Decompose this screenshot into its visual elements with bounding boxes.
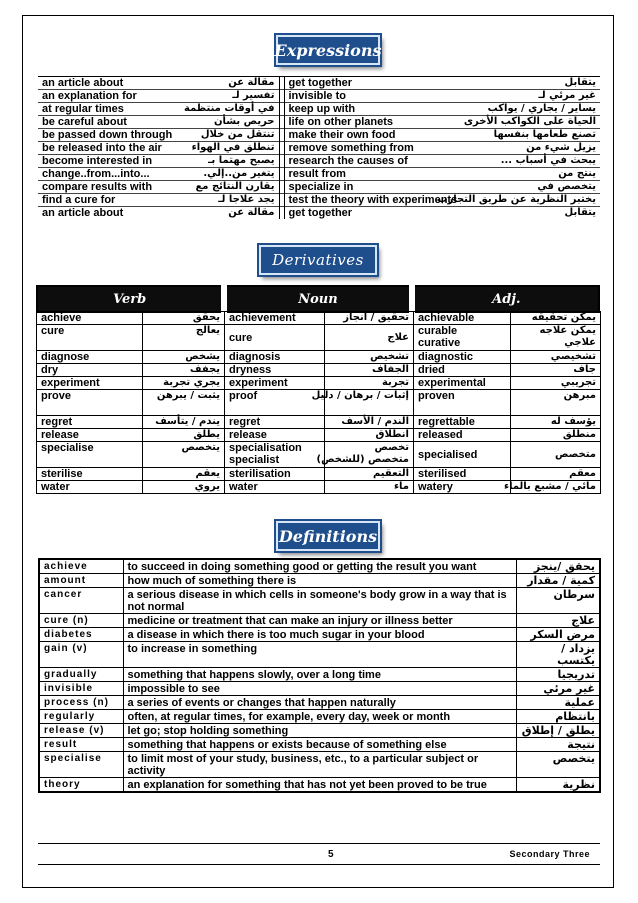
adj-meaning: متخصص — [555, 448, 596, 460]
definitions-table — [38, 558, 601, 793]
definition-word: gradually — [39, 668, 123, 682]
derivative-row — [37, 429, 601, 442]
verb-ar: يعالج — [143, 325, 225, 351]
expression-ar: مقالة عن — [178, 77, 279, 90]
expression-row — [38, 142, 600, 155]
adj-word: proven — [418, 390, 455, 402]
adj-word: diagnostic — [418, 351, 474, 363]
expression-ar: تفسير لـ — [178, 90, 279, 103]
verb-ar: يروي — [143, 481, 225, 494]
expression-ar: غير مرئي لـ — [474, 90, 600, 103]
adj-en — [414, 325, 511, 351]
derivative-row — [37, 442, 601, 468]
definition-text: an explanation for something that has not yet been proved to be true — [123, 778, 516, 793]
expression-ar: يصبح مهتما بـ — [178, 155, 279, 168]
adj-ar — [511, 364, 601, 377]
expression-en: find a cure for — [38, 194, 178, 207]
verb-ar: يطلق — [143, 429, 225, 442]
definition-word: specialise — [39, 752, 123, 778]
noun-ar — [325, 377, 414, 390]
expression-en: specialize in — [284, 181, 474, 194]
definition-ar: يتخصص — [516, 752, 600, 778]
verb-ar: يحقق — [143, 312, 225, 325]
adj-ar — [511, 377, 601, 390]
expression-ar: يتغير من..إلي. — [178, 168, 279, 181]
definition-word: achieve — [39, 559, 123, 574]
expression-ar: يتخصص في — [474, 181, 600, 194]
noun-ar — [325, 416, 414, 429]
noun-word: achievement — [229, 312, 296, 324]
expression-en: result from — [284, 168, 474, 181]
expression-row — [38, 181, 600, 194]
adj-word: watery — [418, 481, 453, 493]
noun-meaning: تجربة — [381, 377, 409, 388]
noun-word: diagnosis — [229, 351, 281, 363]
definition-text: let go; stop holding something — [123, 724, 516, 738]
definition-row — [39, 588, 600, 614]
noun-meaning: تشخيص — [370, 351, 409, 362]
expression-en: get together — [284, 77, 474, 90]
definition-row — [39, 738, 600, 752]
definition-word: cancer — [39, 588, 123, 614]
expression-en: compare results with — [38, 181, 178, 194]
noun-word-2: specialist — [229, 454, 280, 466]
noun-ar — [325, 468, 414, 481]
expression-row — [38, 103, 600, 116]
noun-en — [225, 416, 325, 429]
adj-word: sterilised — [418, 468, 467, 480]
adj-en — [414, 429, 511, 442]
adj-en — [414, 442, 511, 468]
derivative-row — [37, 416, 601, 429]
noun-word: dryness — [229, 364, 272, 376]
derivative-row — [37, 377, 601, 390]
derivatives-table — [36, 311, 601, 494]
adj-ar — [511, 442, 601, 468]
footer-label: Secondary Three — [509, 849, 590, 859]
noun-meaning: الندم / الأسف — [341, 416, 409, 427]
expression-en: change..from...into... — [38, 168, 178, 181]
definition-word: theory — [39, 778, 123, 793]
expression-ar: يزيل شيء من — [474, 142, 600, 155]
adj-meaning: منطلق — [562, 429, 596, 440]
adj-meaning: يمكن علاجه — [539, 325, 596, 336]
definition-ar: تدريجيا — [516, 668, 600, 682]
adj-en — [414, 416, 511, 429]
expression-ar: يتقابل — [474, 77, 600, 90]
noun-en — [225, 442, 325, 468]
expression-ar: حريص بشأن — [178, 116, 279, 129]
definition-text: a disease in which there is too much sugar in your blood — [123, 628, 516, 642]
expression-ar: في أوقات منتظمة — [178, 103, 279, 116]
adj-ar — [511, 468, 601, 481]
verb-en: sterilise — [37, 468, 143, 481]
adj-ar — [503, 481, 601, 494]
definition-ar: عملية — [516, 696, 600, 710]
noun-word: specialisation — [229, 442, 302, 454]
noun-en — [225, 325, 325, 351]
definition-word: diabetes — [39, 628, 123, 642]
expression-en: invisible to — [284, 90, 474, 103]
verb-ar: يندم / يتأسف — [143, 416, 225, 429]
verb-ar: يشخص — [143, 351, 225, 364]
expression-ar: يبحث في أسباب ... — [474, 155, 600, 168]
definition-row — [39, 778, 600, 793]
definition-ar: يزداد / يكتسب — [516, 642, 600, 668]
verb-en: dry — [37, 364, 143, 377]
adj-ar — [511, 325, 601, 351]
verb-en: cure — [37, 325, 143, 351]
derivative-row — [37, 468, 601, 481]
expression-en: test the theory with experiments — [284, 194, 474, 207]
definition-text: a series of events or changes that happen naturally — [123, 696, 516, 710]
noun-ar — [316, 442, 414, 468]
noun-meaning: ماء — [393, 481, 409, 492]
expression-en: research the causes of — [284, 155, 474, 168]
definition-word: release (v) — [39, 724, 123, 738]
definition-row — [39, 668, 600, 682]
definition-text: medicine or treatment that can make an injury or illness better — [123, 614, 516, 628]
definition-text: how much of something there is — [123, 574, 516, 588]
noun-en — [225, 351, 325, 364]
adj-meaning: يمكن تحقيقه — [531, 312, 596, 323]
expression-en: keep up with — [284, 103, 474, 116]
definition-ar: غير مرئي — [516, 682, 600, 696]
noun-en — [225, 390, 325, 416]
expression-en: at regular times — [38, 103, 178, 116]
adj-word: released — [418, 429, 463, 441]
adj-ar — [511, 390, 601, 416]
definition-row — [39, 752, 600, 778]
adj-ar — [511, 351, 601, 364]
expressions-heading: Expressions — [276, 35, 380, 65]
adj-ar — [511, 416, 601, 429]
definition-text: to limit most of your study, business, etc., to a particular subject or activity — [123, 752, 516, 778]
verb-en: achieve — [37, 312, 143, 325]
adj-meaning: جاف — [573, 364, 596, 375]
expression-ar: تنتقل من خلال — [178, 129, 279, 142]
definition-row — [39, 682, 600, 696]
derivative-row — [37, 351, 601, 364]
noun-ar — [325, 325, 414, 351]
definition-ar: مرض السكر — [516, 628, 600, 642]
definition-ar: نتيجة — [516, 738, 600, 752]
expression-ar: مقالة عن — [178, 207, 279, 220]
expression-ar: الحياة على الكواكب الأخرى — [474, 116, 600, 129]
definition-ar: سرطان — [516, 588, 600, 614]
noun-meaning: تخصص — [374, 442, 409, 453]
expression-en: become interested in — [38, 155, 178, 168]
expression-row — [38, 129, 600, 142]
adj-en — [414, 351, 511, 364]
expression-en: get together — [284, 207, 474, 220]
noun-meaning: علاج — [387, 331, 409, 343]
page-number: 5 — [328, 849, 334, 860]
expression-en: an article about — [38, 207, 178, 220]
noun-en — [225, 468, 325, 481]
verb-en: diagnose — [37, 351, 143, 364]
derivative-row — [37, 390, 601, 416]
expression-ar: تنطلق في الهواء — [178, 142, 279, 155]
definition-text: to increase in something — [123, 642, 516, 668]
adj-en — [414, 364, 511, 377]
definition-row — [39, 628, 600, 642]
noun-en — [225, 377, 325, 390]
page-footer — [38, 843, 600, 865]
definition-word: result — [39, 738, 123, 752]
definition-word: invisible — [39, 682, 123, 696]
definition-row — [39, 614, 600, 628]
verb-en: specialise — [37, 442, 143, 468]
expression-ar: يختبر النظرية عن طريق التجارب — [474, 194, 600, 207]
adj-word: dried — [418, 364, 445, 376]
definition-row — [39, 642, 600, 668]
header-adj: Adj. — [412, 286, 599, 312]
definition-row — [39, 574, 600, 588]
verb-ar: يتخصص — [143, 442, 225, 468]
adj-ar — [511, 429, 601, 442]
noun-meaning: انطلاق — [375, 429, 409, 440]
verb-en: water — [37, 481, 143, 494]
definition-text: a serious disease in which cells in someone's body grow in a way that is not normal — [123, 588, 516, 614]
definition-row — [39, 710, 600, 724]
definition-ar: يحقق /ينجز — [516, 559, 600, 574]
expression-ar: ينتج من — [474, 168, 600, 181]
noun-word: release — [229, 429, 267, 441]
derivative-row — [37, 312, 601, 325]
adj-word: experimental — [418, 377, 486, 389]
noun-en — [225, 481, 325, 494]
derivative-row — [37, 364, 601, 377]
noun-ar — [325, 481, 414, 494]
expression-ar: يساير / يجاري / يواكب — [474, 103, 600, 116]
adj-word: achievable — [418, 312, 475, 324]
expression-ar: يجد علاجا لـ — [178, 194, 279, 207]
verb-en: experiment — [37, 377, 143, 390]
adj-meaning: يؤسف له — [550, 416, 596, 427]
noun-word: proof — [229, 390, 258, 402]
definition-row — [39, 559, 600, 574]
verb-ar: يعقم — [143, 468, 225, 481]
verb-ar: يجري تجربة — [143, 377, 225, 390]
verb-en: release — [37, 429, 143, 442]
verb-en: regret — [37, 416, 143, 429]
noun-meaning: التعقيم — [372, 468, 409, 479]
definition-text: impossible to see — [123, 682, 516, 696]
noun-en — [225, 364, 325, 377]
noun-ar — [311, 390, 414, 416]
expression-en: an article about — [38, 77, 178, 90]
definition-ar: كمية / مقدار — [516, 574, 600, 588]
noun-ar — [325, 429, 414, 442]
adj-meaning: مائي / مشبع بالماء — [503, 481, 596, 492]
definition-word: gain (v) — [39, 642, 123, 668]
noun-ar — [325, 351, 414, 364]
verb-ar: يجفف — [143, 364, 225, 377]
definition-row — [39, 724, 600, 738]
definition-text: to succeed in doing something good or getting the result you want — [123, 559, 516, 574]
expression-en: be careful about — [38, 116, 178, 129]
noun-ar — [325, 312, 414, 325]
expressions-table — [38, 76, 600, 219]
noun-word: cure — [229, 331, 253, 344]
derivative-row — [37, 481, 601, 494]
expression-row — [38, 77, 600, 90]
definition-ar: نظرية — [516, 778, 600, 793]
definition-ar: يطلق / إطلاق — [516, 724, 600, 738]
header-noun: Noun — [224, 286, 411, 312]
adj-word: regrettable — [418, 416, 475, 428]
expression-en: life on other planets — [284, 116, 474, 129]
definition-word: cure (n) — [39, 614, 123, 628]
definition-word: amount — [39, 574, 123, 588]
noun-meaning: تحقيق / انجاز — [343, 312, 409, 323]
definition-word: process (n) — [39, 696, 123, 710]
noun-meaning: الجفاف — [372, 364, 409, 375]
adj-ar — [511, 312, 601, 325]
adj-en — [414, 312, 511, 325]
adj-meaning: تشخيصي — [550, 351, 596, 362]
expression-ar: يتقابل — [474, 207, 600, 220]
expression-en: an explanation for — [38, 90, 178, 103]
noun-word: sterilisation — [229, 468, 291, 480]
definition-row — [39, 696, 600, 710]
expression-en: be passed down through — [38, 129, 178, 142]
adj-word: curable — [418, 325, 458, 337]
verb-en: prove — [37, 390, 143, 416]
definition-ar: بانتظام — [516, 710, 600, 724]
definition-text: something that happens or exists because of something else — [123, 738, 516, 752]
expression-row — [38, 207, 600, 220]
definition-text: often, at regular times, for example, every day, week or month — [123, 710, 516, 724]
expression-en: remove something from — [284, 142, 474, 155]
expression-en: be released into the air — [38, 142, 178, 155]
derivatives-header — [36, 285, 600, 313]
noun-meaning: إثبات / برهان / دليل — [311, 390, 409, 401]
derivative-row — [37, 325, 601, 351]
adj-en — [414, 468, 511, 481]
adj-en — [414, 390, 511, 416]
derivatives-heading: Derivatives — [259, 245, 377, 275]
noun-word: water — [229, 481, 258, 493]
noun-en — [225, 312, 325, 325]
header-verb: Verb — [37, 286, 224, 312]
adj-en — [414, 377, 511, 390]
adj-meaning-2: علاجي — [564, 337, 596, 348]
expression-row — [38, 194, 600, 207]
expression-row — [38, 116, 600, 129]
definitions-heading: Definitions — [276, 521, 380, 551]
expression-ar: يقارن النتائج مع — [178, 181, 279, 194]
noun-word: experiment — [229, 377, 288, 389]
noun-meaning-2: متخصص (للشخص) — [316, 454, 409, 465]
expression-ar: تصنع طعامها بنفسها — [474, 129, 600, 142]
noun-ar — [325, 364, 414, 377]
adj-meaning: مبرهن — [563, 390, 596, 401]
verb-ar: يثبت / يبرهن — [143, 390, 225, 416]
adj-word-2: curative — [418, 337, 461, 349]
noun-word: regret — [229, 416, 261, 428]
adj-word: specialised — [418, 448, 478, 461]
definition-word: regularly — [39, 710, 123, 724]
definition-text: something that happens slowly, over a long time — [123, 668, 516, 682]
adj-meaning: تجريبي — [560, 377, 596, 388]
expression-row — [38, 168, 600, 181]
noun-en — [225, 429, 325, 442]
adj-meaning: معقم — [569, 468, 596, 479]
expression-row — [38, 90, 600, 103]
definition-ar: علاج — [516, 614, 600, 628]
expression-row — [38, 155, 600, 168]
expression-en: make their own food — [284, 129, 474, 142]
adj-en — [414, 481, 511, 494]
